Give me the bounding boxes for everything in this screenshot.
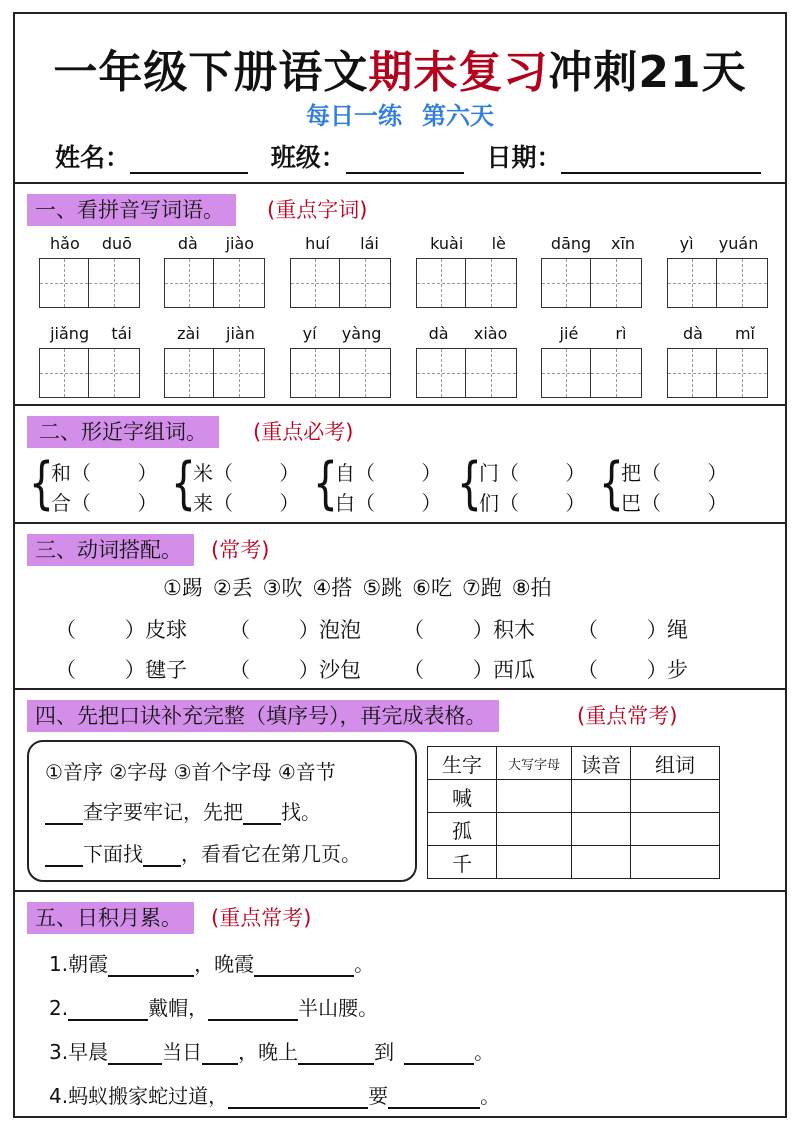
pinyin-syllable: lái: [360, 234, 379, 253]
object-word: 毽子: [145, 658, 187, 682]
fill-blank[interactable]: [108, 1043, 162, 1065]
pinyin-word: [39, 324, 143, 398]
brace-symbol: {: [457, 451, 482, 516]
table-header: 组词: [631, 747, 720, 780]
section-note: (重点字词): [267, 198, 368, 222]
pinyin-word: [416, 324, 520, 398]
pinyin-syllable: duō: [101, 234, 132, 253]
answer-blank[interactable]: （ ）: [55, 618, 146, 642]
writing-grid-box[interactable]: [39, 258, 89, 308]
writing-grid-box[interactable]: [290, 348, 340, 398]
writing-grid-box[interactable]: [164, 258, 214, 308]
pair-row: [479, 488, 589, 518]
writing-grid-box[interactable]: [39, 348, 89, 398]
date-label: 日期：: [486, 143, 562, 172]
verb-option: ⑦跑: [461, 576, 502, 600]
verb-option: ⑤跳: [362, 576, 403, 600]
pinyin-syllable: jiǎng: [50, 324, 90, 343]
object-word: 绳: [667, 618, 688, 642]
verb-match-item: [229, 654, 361, 684]
verb-option: ②丢: [212, 576, 253, 600]
verb-match-item: [55, 614, 187, 644]
answer-blank[interactable]: （ ）: [213, 461, 300, 485]
brace-symbol: {: [313, 451, 338, 516]
verb-option: ⑧拍: [511, 576, 552, 600]
pair-row: [621, 458, 731, 488]
brace-symbol: {: [171, 451, 196, 516]
table-cell[interactable]: [631, 780, 720, 813]
verb-match-item: [577, 654, 688, 684]
name-field[interactable]: [130, 146, 248, 174]
answer-blank[interactable]: （ ）: [641, 491, 728, 515]
pinyin-word: [667, 324, 771, 398]
pinyin-label: [39, 324, 143, 344]
pinyin-label: [164, 324, 268, 344]
answer-blank[interactable]: （ ）: [229, 658, 320, 682]
verb-options: [163, 572, 562, 602]
pinyin-syllable: rì: [615, 324, 627, 343]
writing-grid-box[interactable]: [717, 258, 768, 308]
rhyme-blank[interactable]: [143, 845, 181, 867]
verb-match-item: [229, 614, 361, 644]
saying-line-1: 1.朝霞 ，晚霞 。: [49, 952, 375, 976]
brace-symbol: {: [29, 451, 54, 516]
answer-blank[interactable]: （ ）: [577, 658, 668, 682]
section-title: 三、动词搭配。: [27, 534, 194, 566]
writing-grid-box[interactable]: [89, 258, 140, 308]
writing-grid-box[interactable]: [466, 348, 517, 398]
table-header: 读音: [572, 747, 631, 780]
pair-character: 巴: [621, 491, 641, 515]
pair-row: [193, 458, 303, 488]
pair-row: [51, 458, 161, 488]
table-char: 孤: [428, 813, 497, 846]
pinyin-label: [541, 234, 645, 254]
pair-row: [51, 488, 161, 518]
pair-character: 门: [479, 461, 499, 485]
writing-grid-box[interactable]: [541, 258, 591, 308]
section-pinyin-writing: [15, 184, 785, 406]
section-verb-matching: [15, 524, 785, 690]
answer-blank[interactable]: （ ）: [577, 618, 668, 642]
table-cell[interactable]: [572, 813, 631, 846]
pinyin-syllable: hǎo: [50, 234, 80, 253]
fill-blank[interactable]: [404, 1043, 474, 1065]
pair-character: 们: [479, 491, 499, 515]
answer-blank[interactable]: （ ）: [213, 491, 300, 515]
answer-blank[interactable]: （ ）: [355, 461, 442, 485]
object-word: 西瓜: [493, 658, 535, 682]
rhyme-line-2: 下面找 ，看看它在第几页。: [45, 838, 361, 867]
answer-blank[interactable]: （ ）: [641, 461, 728, 485]
pinyin-syllable: dà: [428, 324, 449, 343]
saying-line-3: 3.早晨 当日 ，晚上 到 。: [49, 1040, 495, 1064]
pinyin-label: [290, 324, 394, 344]
section-dictionary-rhyme: [15, 690, 785, 892]
table-cell[interactable]: [572, 780, 631, 813]
pair-character: 把: [621, 461, 641, 485]
pinyin-word: [39, 234, 143, 308]
answer-blank[interactable]: （ ）: [71, 461, 158, 485]
answer-blank[interactable]: （ ）: [499, 461, 586, 485]
pair-character: 和: [51, 461, 71, 485]
table-char: 千: [428, 846, 497, 879]
pinyin-label: [416, 234, 520, 254]
pinyin-word: [290, 234, 394, 308]
pair-row: [621, 488, 731, 518]
pinyin-syllable: zài: [177, 324, 200, 343]
name-label: 姓名：: [55, 143, 131, 172]
section-note: (重点常考): [577, 704, 678, 728]
fill-blank[interactable]: [298, 1043, 374, 1065]
section-note: (重点常考): [211, 906, 312, 930]
section-title: 一、看拼音写词语。: [27, 194, 236, 226]
class-label: 班级：: [270, 143, 346, 172]
fill-blank[interactable]: [254, 955, 354, 977]
pinyin-label: [667, 324, 771, 344]
worksheet-page: [13, 12, 787, 1118]
answer-blank[interactable]: （ ）: [229, 618, 320, 642]
verb-option: ④搭: [312, 576, 353, 600]
rhyme-line-1: 查字要牢记，先把 找。: [45, 796, 321, 825]
section-title: 四、先把口诀补充完整（填序号），再完成表格。: [27, 700, 499, 732]
pinyin-syllable: jiào: [225, 234, 255, 253]
date-field[interactable]: [561, 146, 761, 174]
table-cell[interactable]: [631, 813, 720, 846]
pinyin-word: [164, 234, 268, 308]
pinyin-word: [667, 234, 771, 308]
verb-option: ①踢: [163, 576, 203, 600]
writing-grid-box[interactable]: [214, 348, 265, 398]
section-accumulation: [15, 892, 785, 1118]
worksheet-header: [15, 14, 785, 184]
pinyin-syllable: xiào: [473, 324, 508, 343]
writing-grid-box[interactable]: [591, 348, 642, 398]
pair-character: 来: [193, 491, 213, 515]
table-cell[interactable]: [572, 846, 631, 879]
section-similar-characters: [15, 406, 785, 524]
fill-blank[interactable]: [208, 999, 298, 1021]
pinyin-syllable: jié: [559, 324, 579, 343]
answer-blank[interactable]: （ ）: [355, 491, 442, 515]
writing-grid-box[interactable]: [466, 258, 517, 308]
rhyme-blank[interactable]: [45, 803, 83, 825]
pinyin-syllable: xīn: [611, 234, 636, 253]
writing-grid-box[interactable]: [290, 258, 340, 308]
rhyme-box: [27, 740, 417, 882]
rhyme-choices: ①音序 ②字母 ③首个字母 ④音节: [45, 760, 336, 784]
rhyme-blank[interactable]: [45, 845, 83, 867]
verb-match-item: [55, 654, 187, 684]
table-cell[interactable]: [497, 846, 572, 879]
pinyin-syllable: yuán: [718, 234, 759, 253]
pinyin-syllable: lè: [491, 234, 506, 253]
table-header: 大写字母: [497, 747, 572, 780]
writing-grid-box[interactable]: [717, 348, 768, 398]
writing-grid-box[interactable]: [89, 348, 140, 398]
class-field[interactable]: [346, 146, 464, 174]
table-cell[interactable]: [631, 846, 720, 879]
pinyin-word: [541, 234, 645, 308]
pinyin-word: [290, 324, 394, 398]
pair-row: [335, 488, 445, 518]
object-word: 步: [667, 658, 688, 682]
fill-blank[interactable]: [388, 1087, 480, 1109]
table-row: [428, 780, 720, 813]
pair-character: 自: [335, 461, 355, 485]
object-word: 泡泡: [319, 618, 361, 642]
pair-character: 米: [193, 461, 213, 485]
object-word: 皮球: [145, 618, 187, 642]
writing-grid-box[interactable]: [667, 348, 717, 398]
fill-blank[interactable]: [228, 1087, 368, 1109]
verb-match-item: [403, 614, 535, 644]
section-title: 二、形近字组词。: [27, 416, 219, 448]
pinyin-word: [164, 324, 268, 398]
section-note: (重点必考): [253, 420, 354, 444]
object-word: 积木: [493, 618, 535, 642]
table-cell[interactable]: [497, 813, 572, 846]
writing-grid-box[interactable]: [667, 258, 717, 308]
writing-grid-box[interactable]: [214, 258, 265, 308]
pinyin-syllable: yí: [302, 324, 317, 343]
pair-character: 白: [335, 491, 355, 515]
writing-grid-box[interactable]: [416, 258, 466, 308]
table-row: [428, 813, 720, 846]
writing-grid-box[interactable]: [541, 348, 591, 398]
pinyin-syllable: kuài: [430, 234, 464, 253]
pinyin-syllable: jiàn: [226, 324, 255, 343]
writing-grid-box[interactable]: [591, 258, 642, 308]
answer-blank[interactable]: （ ）: [403, 618, 494, 642]
pinyin-syllable: dà: [683, 324, 703, 343]
pair-row: [193, 488, 303, 518]
pair-character: 合: [51, 491, 71, 515]
pinyin-syllable: huí: [305, 234, 330, 253]
answer-blank[interactable]: （ ）: [499, 491, 586, 515]
table-row: [428, 846, 720, 879]
pinyin-syllable: mǐ: [734, 324, 755, 343]
verb-option: ③吹: [262, 576, 303, 600]
pinyin-syllable: yàng: [341, 324, 382, 343]
writing-grid-box[interactable]: [340, 258, 391, 308]
pinyin-label: [416, 324, 520, 344]
answer-blank[interactable]: （ ）: [71, 491, 158, 515]
fill-blank[interactable]: [202, 1043, 238, 1065]
page-title: 一年级下册语文期末复习冲刺21天: [53, 47, 747, 98]
verb-match-item: [403, 654, 535, 684]
pinyin-label: [290, 234, 394, 254]
writing-grid-box[interactable]: [416, 348, 466, 398]
table-char: 喊: [428, 780, 497, 813]
fill-blank[interactable]: [108, 955, 194, 977]
pinyin-word: [416, 234, 520, 308]
table-cell[interactable]: [497, 780, 572, 813]
saying-line-2: 2. 戴帽， 半山腰。: [49, 996, 379, 1020]
fill-blank[interactable]: [68, 999, 148, 1021]
verb-option: ⑥吃: [412, 576, 452, 600]
answer-blank[interactable]: （ ）: [55, 658, 146, 682]
object-word: 沙包: [319, 658, 361, 682]
pinyin-label: [164, 234, 268, 254]
saying-line-4: 4.蚂蚁搬家蛇过道， 要 。: [49, 1084, 501, 1108]
pinyin-syllable: dāng: [550, 234, 592, 253]
title-highlight: 期末复习: [368, 47, 549, 98]
writing-grid-box[interactable]: [340, 348, 391, 398]
pair-row: [479, 458, 589, 488]
pinyin-syllable: dà: [177, 234, 198, 253]
answer-blank[interactable]: （ ）: [403, 658, 494, 682]
section-note: (常考): [211, 538, 270, 562]
page-subtitle: 每日一练 第六天: [306, 102, 494, 130]
brace-symbol: {: [599, 451, 624, 516]
pinyin-label: [667, 234, 771, 254]
lookup-table: [427, 746, 720, 879]
pinyin-label: [541, 324, 645, 344]
verb-match-item: [577, 614, 688, 644]
pinyin-syllable: yì: [679, 234, 694, 253]
pinyin-label: [39, 234, 143, 254]
student-info-row: [55, 138, 761, 174]
rhyme-blank[interactable]: [243, 803, 281, 825]
section-title: 五、日积月累。: [27, 902, 194, 934]
pair-row: [335, 458, 445, 488]
pinyin-syllable: tái: [111, 324, 132, 343]
pinyin-word: [541, 324, 645, 398]
table-header: 生字: [428, 747, 497, 780]
writing-grid-box[interactable]: [164, 348, 214, 398]
